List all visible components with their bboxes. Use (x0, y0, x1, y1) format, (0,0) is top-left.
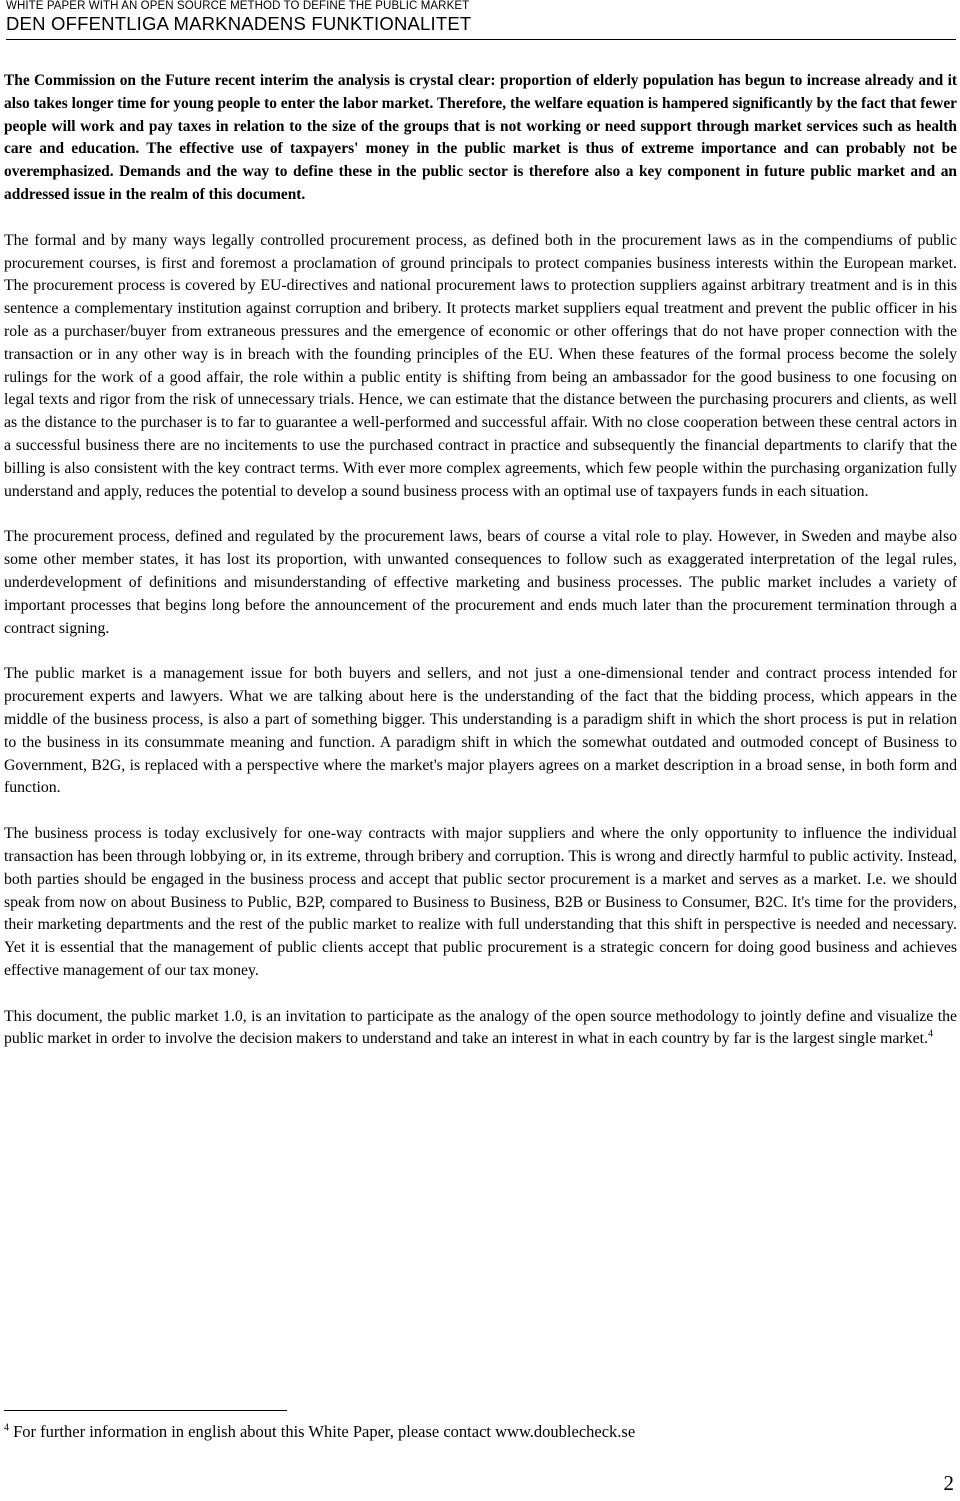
paragraph-business-process: The business process is today exclusively for one-way contracts with major suppliers and where the only opportunity to influence the individual transaction has been through lobbying or, in its extreme, through bribery and corruption. This is wrong and directly harmful to public activity. Instead, both parties should be engaged in the business process and accept that public sector procurement is a market and serves as a market. I.e. we should speak from now on about Business to Public, B2P, compared to Business to Business, B2B or Business to Consumer, B2C. It's time for the providers, their marketing departments and the rest of the public market to realize with full understanding that this shift in perspective is needed and necessary. Yet it is essential that the management of public clients accept that public procurement is a strategic concern for doing good business and achieves effective management of our tax money. (4, 825, 957, 979)
document-body (4, 70, 957, 1074)
header-kicker: WHITE PAPER WITH AN OPEN SOURCE METHOD TO DEFINE THE PUBLIC MARKET (6, 0, 470, 12)
invitation-text: This document, the public market 1.0, is an invitation to participate as the analogy of the open source methodology to jointly define and visualize the public market in order to involve the decision makers to understand and take an interest in what in each country by far is the largest single market. (4, 1007, 957, 1048)
page-number: 2 (943, 1471, 954, 1495)
footnote-text: For further information in english about this White Paper, please contact www.doublecheck.se (9, 1422, 636, 1441)
page-header (6, 0, 956, 40)
footnote-reference[interactable]: 4 (928, 1029, 933, 1041)
footnote (4, 1421, 635, 1443)
footnote-marker: 4 (4, 1422, 9, 1434)
header-title: DEN OFFENTLIGA MARKNADENS FUNKTIONALITET (6, 13, 472, 34)
paragraph-management-issue: The public market is a management issue for both buyers and sellers, and not just a one-dimensional tender and contract process intended for procurement experts and lawyers. What we are talking about here is the understanding of the fact that the bidding process, which appears in the middle of the business process, is also a part of something bigger. This understanding is a paradigm shift in which the short process is put in relation to the business in its consummate meaning and function. A paradigm shift in which the somewhat outdated and outmoded concept of Business to Government, B2G, is replaced with a perspective where the market's major players agrees on a market description in a broad sense, in both form and function. (4, 665, 957, 797)
intro-paragraph: The Commission on the Future recent interim the analysis is crystal clear: proportion of elderly population has begun to increase already and it also takes longer time for young people to enter the labor market. Therefore, the welfare equation is hampered significantly by the fact that fewer people will work and pay taxes in relation to the size of the groups that is not working or need support through market services such as health care and education. The effective use of taxpayers' money in the public market is thus of extreme importance and can probably not be overemphasized. Demands and the way to define these in the public sector is therefore also a key component in future public market and an addressed issue in the realm of this document. (4, 72, 957, 203)
footnote-divider (4, 1410, 287, 1411)
paragraph-procurement-laws: The procurement process, defined and regulated by the procurement laws, bears of course a vital role to play. However, in Sweden and maybe also some other member states, it has lost its proportion, with unwanted consequences to follow such as exaggerated interpretation of the legal rules, underdevelopment of definitions and misunderstanding of effective marketing and business processes. The public market includes a variety of important processes that begins long before the announcement of the procurement and ends much later than the procurement termination through a contract signing. (4, 528, 957, 637)
paragraph-procurement-process: The formal and by many ways legally controlled procurement process, as defined both in the procurement laws as in the compendiums of public procurement courses, is first and foremost a proclamation of ground principals to protect companies business interests within the European market. The procurement process is covered by EU-directives and national procurement laws to protection suppliers against arbitrary treatment and is in this sentence a complementary institution against corruption and bribery. It protects market suppliers equal treatment and prevent the public officer in his role as a purchaser/buyer from extraneous pressures and the emergence of economic or other offerings that do not have proper connection with the transaction or in any other way is in breach with the founding principles of the EU. When these features of the formal process become the solely rulings for the work of a good affair, the role within a public entity is shifting from being an ambassador for the good business to one focusing on legal texts and rigor from the risk of unnecessary trials. Hence, we can estimate that the distance between the purchasing procurers and clients, as well as the distance to the purchaser is to far to guarantee a well-performed and successful affair. With no close cooperation between these central actors in a successful business there are no incitements to use the purchased contract in practice and subsequently the financial departments to clarify that the billing is also consistent with the key contract terms. With ever more complex agreements, which few people within the purchasing organization fully understand and apply, reduces the potential to develop a sound business process with an optimal use of taxpayers funds in each situation. (4, 231, 957, 500)
paragraph-invitation (4, 1006, 957, 1052)
